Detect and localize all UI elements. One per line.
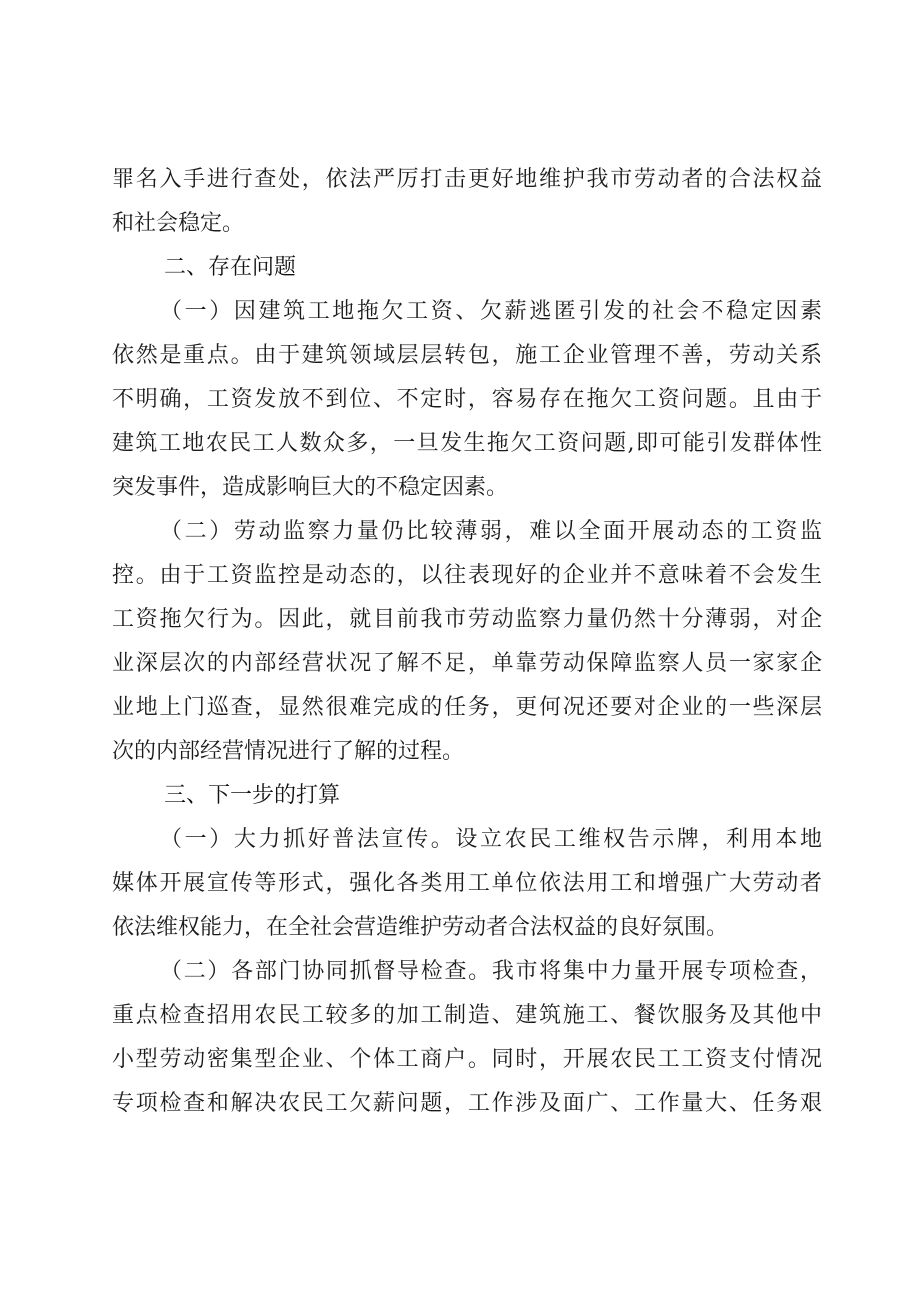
text-line: （一）大力抓好普法宣传。设立农民工维权告示牌，利用本地 (160, 827, 822, 852)
text-line: 不明确，工资发放不到位、不定时，容易存在拖欠工资问题。且由于 (112, 387, 822, 412)
section-heading-problems: 二、存在问题 (164, 255, 297, 280)
paragraph-problem-2 (112, 510, 822, 774)
text-line: 罪名入手进行查处，依法严厉打击更好地维护我市劳动者的合法权益 (112, 167, 822, 192)
document-body (112, 158, 822, 1126)
text-line: 建筑工地农民工人数众多，一旦发生拖欠工资问题,即可能引发群体性 (112, 431, 822, 456)
text-line: 专项检查和解决农民工欠薪问题，工作涉及面广、工作量大、任务艰 (112, 1091, 822, 1116)
text-line: 突发事件，造成影响巨大的不稳定因素。 (112, 475, 509, 500)
paragraph-plan-2 (112, 950, 822, 1126)
text-line: 依然是重点。由于建筑领域层层转包，施工企业管理不善，劳动关系 (112, 343, 822, 368)
text-line: （一）因建筑工地拖欠工资、欠薪逃匿引发的社会不稳定因素 (160, 299, 822, 324)
paragraph-problem-1 (112, 290, 822, 510)
text-line: 业地上门巡查，显然很难完成的任务，更何况还要对企业的一些深层 (112, 695, 822, 720)
text-line: 媒体开展宣传等形式，强化各类用工单位依法用工和增强广大劳动者 (112, 871, 822, 896)
text-line: （二）劳动监察力量仍比较薄弱，难以全面开展动态的工资监 (160, 519, 822, 544)
text-line: 重点检查招用农民工较多的加工制造、建筑施工、餐饮服务及其他中 (112, 1003, 822, 1028)
paragraph-plan-1 (112, 818, 822, 950)
section-heading-next-steps: 三、下一步的打算 (164, 783, 341, 808)
text-line: （二）各部门协同抓督导检查。我市将集中力量开展专项检查， (160, 959, 822, 984)
text-line: 依法维权能力，在全社会营造维护劳动者合法权益的良好氛围。 (112, 915, 729, 940)
paragraph-continuation (112, 158, 822, 246)
text-line: 小型劳动密集型企业、个体工商户。同时，开展农民工工资支付情况 (112, 1047, 822, 1072)
text-line: 次的内部经营情况进行了解的过程。 (112, 739, 465, 764)
text-line: 和社会稳定。 (112, 211, 245, 236)
text-line: 工资拖欠行为。因此，就目前我市劳动监察力量仍然十分薄弱，对企 (112, 607, 822, 632)
text-line: 业深层次的内部经营状况了解不足，单靠劳动保障监察人员一家家企 (112, 651, 822, 676)
text-line: 控。由于工资监控是动态的，以往表现好的企业并不意味着不会发生 (112, 563, 822, 588)
